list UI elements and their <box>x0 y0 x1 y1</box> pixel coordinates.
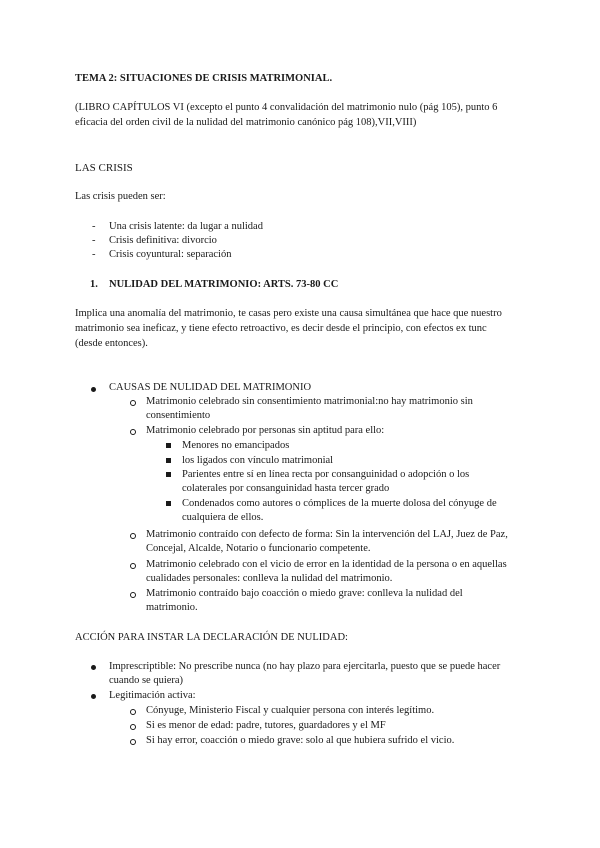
intro-line-1: (LIBRO CAPÍTULOS VI (excepto el punto 4 convalidación del matrimonio nulo (pág 105), punto 6 <box>75 102 498 113</box>
list-item-cont: consentimiento <box>146 410 211 421</box>
list-item: Matrimonio celebrado sin consentimiento matrimonial:no hay matrimonio sin <box>146 396 473 407</box>
list-item: Si hay error, coacción o miedo grave: solo al que hubiera sufrido el vicio. <box>146 735 455 746</box>
section-number: 1. <box>90 279 98 290</box>
square-bullet-icon <box>166 501 171 506</box>
open-bullet-icon <box>130 563 136 569</box>
bullet-icon <box>91 665 96 670</box>
open-bullet-icon <box>130 739 136 745</box>
list-item: Crisis coyuntural: separación <box>109 249 232 260</box>
page-title: TEMA 2: SITUACIONES DE CRISIS MATRIMONIAL. <box>75 73 333 84</box>
square-bullet-icon <box>166 443 171 448</box>
open-bullet-icon <box>130 709 136 715</box>
list-item: Si es menor de edad: padre, tutores, guardadores y el MF <box>146 720 386 731</box>
sub-list-item: los ligados con vínculo matrimonial <box>182 455 334 466</box>
list-item-cont: cuando se quiera) <box>109 675 184 686</box>
list-item: Matrimonio celebrado con el vicio de error en la identidad de la persona o en aquellas <box>146 559 507 570</box>
square-bullet-icon <box>166 472 171 477</box>
list-item-cont: matrimonio. <box>146 602 198 613</box>
open-bullet-icon <box>130 400 136 406</box>
paragraph-line: Implica una anomalía del matrimonio, te casas pero existe una causa simultánea que hace que nuestro <box>75 308 502 319</box>
sub-list-item-cont: colaterales por consanguinidad hasta tercer grado <box>182 483 390 494</box>
list-item-cont: cualidades personales: conlleva la nulidad del matrimonio. <box>146 573 393 584</box>
list-item: Matrimonio celebrado por personas sin aptitud para ello: <box>146 425 385 436</box>
dash-marker: - <box>92 249 96 260</box>
sub-list-item: Menores no emancipados <box>182 440 290 451</box>
open-bullet-icon <box>130 533 136 539</box>
list-item-cont: Concejal, Alcalde, Notario o funcionario competente. <box>146 543 371 554</box>
open-bullet-icon <box>130 429 136 435</box>
list-item: Matrimonio contraído con defecto de forma: Sin la intervención del LAJ, Juez de Paz, <box>146 529 508 540</box>
open-bullet-icon <box>130 592 136 598</box>
list-item: Legitimación activa: <box>109 690 196 701</box>
causas-heading: CAUSAS DE NULIDAD DEL MATRIMONIO <box>109 382 312 393</box>
crisis-intro: Las crisis pueden ser: <box>75 191 166 202</box>
bullet-icon <box>91 387 96 392</box>
intro-line-2: eficacia del orden civil de la nulidad del matrimonio canónico pág 108),VII,VIII) <box>75 117 417 128</box>
accion-heading: ACCIÓN PARA INSTAR LA DECLARACIÓN DE NULIDAD: <box>75 632 348 643</box>
open-bullet-icon <box>130 724 136 730</box>
dash-marker: - <box>92 221 96 232</box>
list-item: Imprescriptible: No prescribe nunca (no hay plazo para ejercitarla, puesto que se puede hacer <box>109 661 501 672</box>
dash-marker: - <box>92 235 96 246</box>
list-item: Matrimonio contraído bajo coacción o miedo grave: conlleva la nulidad del <box>146 588 463 599</box>
square-bullet-icon <box>166 458 171 463</box>
crisis-heading: LAS CRISIS <box>75 162 133 174</box>
sub-list-item: Parientes entre sí en línea recta por consanguinidad o adopción o los <box>182 469 470 480</box>
bullet-icon <box>91 694 96 699</box>
paragraph-line: (desde entonces). <box>75 338 148 349</box>
paragraph-line: matrimonio sea ineficaz, y tiene efecto retroactivo, es decir desde el principio, con efectos ex tunc <box>75 323 487 334</box>
list-item: Cónyuge, Ministerio Fiscal y cualquier persona con interés legítimo. <box>146 705 435 716</box>
list-item: Una crisis latente: da lugar a nulidad <box>109 221 263 232</box>
section-title: NULIDAD DEL MATRIMONIO: ARTS. 73-80 CC <box>109 279 339 290</box>
list-item: Crisis definitiva: divorcio <box>109 235 217 246</box>
sub-list-item: Condenados como autores o cómplices de la muerte dolosa del cónyuge de <box>182 498 497 509</box>
sub-list-item-cont: cualquiera de ellos. <box>182 512 264 523</box>
